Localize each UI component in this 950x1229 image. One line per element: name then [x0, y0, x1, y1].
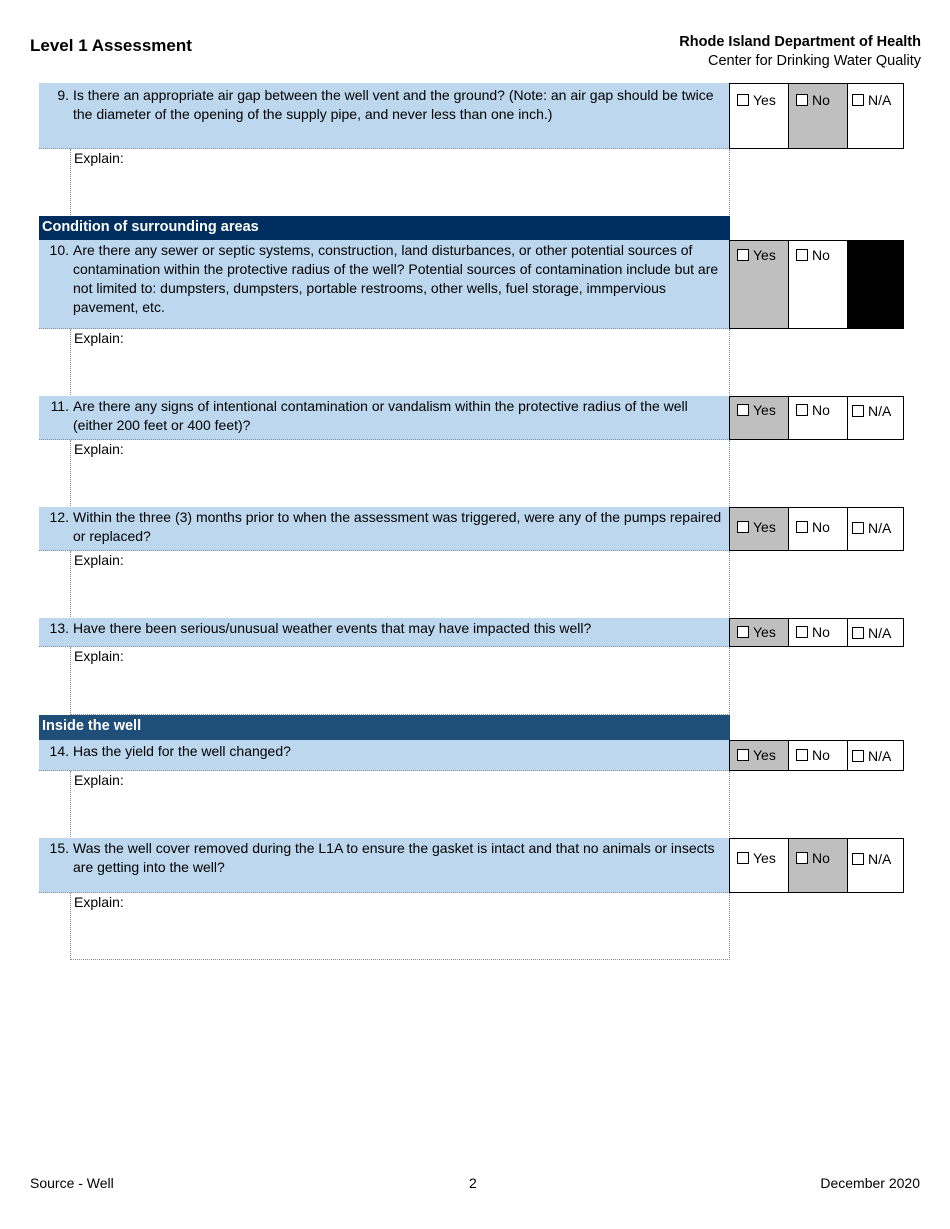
answer-no-10[interactable]: No [788, 240, 848, 329]
question-text: Has the yield for the well changed? [73, 743, 291, 759]
checkbox[interactable] [852, 750, 864, 762]
question-number: 12. [49, 509, 69, 525]
answer-yes-13[interactable]: Yes [729, 618, 789, 647]
question-text: Was the well cover removed during the L1A to ensure the gasket is intact and that no animals or insects are getting into the well? [73, 840, 715, 875]
explain-field-12[interactable] [70, 551, 730, 619]
header-organization: Rhode Island Department of Health [679, 34, 921, 50]
answer-na-13[interactable]: N/A [847, 618, 904, 647]
checkbox[interactable] [852, 853, 864, 865]
answer-yes-14[interactable]: Yes [729, 740, 789, 771]
checkbox[interactable] [737, 626, 749, 638]
explain-field-14[interactable] [70, 771, 730, 839]
section-header-inside: Inside the well [39, 715, 730, 740]
explain-label: Explain: [74, 648, 124, 664]
explain-field-11[interactable] [70, 440, 730, 508]
question-row-13 [39, 618, 730, 647]
answer-no-13[interactable]: No [788, 618, 848, 647]
explain-label: Explain: [74, 772, 124, 788]
question-text: Are there any signs of intentional contamination or vandalism within the protective radius of the well (either 200 feet or 400 feet)? [73, 398, 688, 433]
checkbox[interactable] [737, 404, 749, 416]
explain-label: Explain: [74, 894, 124, 910]
checkbox[interactable] [737, 521, 749, 533]
checkbox[interactable] [796, 249, 808, 261]
answer-yes-10[interactable]: Yes [729, 240, 789, 329]
explain-label: Explain: [74, 150, 124, 166]
question-number: 13. [49, 620, 69, 636]
checkbox[interactable] [796, 404, 808, 416]
answer-yes-12[interactable]: Yes [729, 507, 789, 551]
answer-blocked-10 [847, 240, 904, 329]
checkbox[interactable] [737, 94, 749, 106]
explain-field-9[interactable] [70, 149, 730, 217]
explain-field-15[interactable] [70, 893, 730, 960]
checkbox[interactable] [852, 405, 864, 417]
checkbox[interactable] [737, 749, 749, 761]
explain-label: Explain: [74, 441, 124, 457]
question-row-10 [39, 240, 730, 329]
checkbox[interactable] [737, 249, 749, 261]
explain-field-13[interactable] [70, 647, 730, 715]
question-row-11 [39, 396, 730, 440]
answer-no-12[interactable]: No [788, 507, 848, 551]
checkbox[interactable] [796, 852, 808, 864]
answer-na-14[interactable]: N/A [847, 740, 904, 771]
question-text: Is there an appropriate air gap between the well vent and the ground? (Note: an air gap should be twice the diameter of the opening of the supply pipe, and never less than one inch.) [73, 87, 714, 122]
checkbox[interactable] [796, 749, 808, 761]
question-number: 9. [57, 87, 69, 103]
checkbox[interactable] [796, 94, 808, 106]
checkbox[interactable] [796, 521, 808, 533]
answer-no-15[interactable]: No [788, 838, 848, 893]
header-center: Center for Drinking Water Quality [707, 53, 921, 69]
answer-no-14[interactable]: No [788, 740, 848, 771]
checkbox[interactable] [796, 626, 808, 638]
question-number: 14. [49, 743, 69, 759]
answer-na-11[interactable]: N/A [847, 396, 904, 440]
answer-na-9[interactable]: N/A [847, 83, 904, 149]
answer-yes-9[interactable]: Yes [729, 83, 789, 149]
explain-label: Explain: [74, 552, 124, 568]
checkbox[interactable] [737, 852, 749, 864]
answer-no-11[interactable]: No [788, 396, 848, 440]
question-row-12 [39, 507, 730, 551]
explain-label: Explain: [74, 330, 124, 346]
checkbox[interactable] [852, 94, 864, 106]
question-text: Have there been serious/unusual weather events that may have impacted this well? [73, 620, 592, 636]
section-header-surrounding: Condition of surrounding areas [39, 216, 730, 240]
footer-source: Source - Well [30, 1175, 114, 1191]
question-text: Within the three (3) months prior to when the assessment was triggered, were any of the pumps repaired or replaced? [73, 509, 722, 544]
checkbox[interactable] [852, 522, 864, 534]
question-row-14 [39, 740, 730, 771]
question-number: 10. [49, 242, 69, 258]
page-title: Level 1 Assessment [30, 36, 192, 55]
answer-no-9[interactable]: No [788, 83, 848, 149]
question-text: Are there any sewer or septic systems, construction, land disturbances, or other potential sources of contamination within the protective radius of the well? Potential sources of contamination include but are not limited to: dumpsters, dumpsters, portable restrooms, other wells, fuel storage, immpervious pavement, etc. [73, 242, 719, 315]
question-number: 11. [50, 398, 69, 414]
explain-field-10[interactable] [70, 329, 730, 397]
question-row-15 [39, 838, 730, 893]
footer-date: December 2020 [820, 1175, 920, 1191]
answer-na-12[interactable]: N/A [847, 507, 904, 551]
answer-na-15[interactable]: N/A [847, 838, 904, 893]
answer-yes-15[interactable]: Yes [729, 838, 789, 893]
page-number: 2 [469, 1175, 477, 1191]
question-row-9 [39, 83, 730, 149]
question-number: 15. [49, 840, 69, 856]
answer-yes-11[interactable]: Yes [729, 396, 789, 440]
checkbox[interactable] [852, 627, 864, 639]
